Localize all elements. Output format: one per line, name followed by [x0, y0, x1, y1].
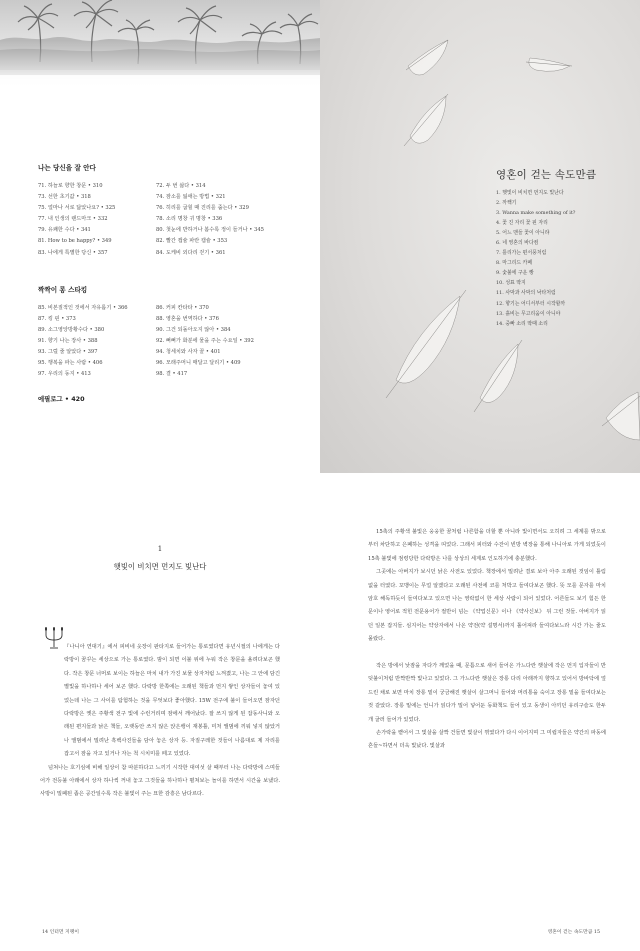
toc-item[interactable]: 71. 하늘로 향한 창문 • 310 [38, 183, 103, 189]
paragraph: 넘쳐나는 호기심에 비해 일상이 참 따분하다고 느끼기 시작한 대여섯 살 때부터 나는 다락방에 스며들어가 전등불 아래에서 상자 하나씩 꺼내 놓고 그것들을 하나하나 펼쳐보는 놀이를 하면서 시간을 보냈다. 사방이 밀폐된 좁은 공간일수록 작은 불빛이 주는 묘한 감흥은 남다르다. [40, 764, 280, 798]
toc-item[interactable]: 93. 그럴 줄 알았다 • 397 [38, 349, 98, 356]
toc-item[interactable]: 86. 커피 칸타타 • 370 [156, 304, 209, 311]
toc-item[interactable]: 87. 킹 핀 • 373 [38, 315, 76, 322]
paragraph: 손가락을 뻗어서 그 빛살을 살짝 건들면 빛살이 꺾였다가 다시 이어지며 그 미립자들은 약간의 파동에 흔들~하면서 더욱 빛났다. 빛살과 [368, 730, 606, 750]
body-text [368, 526, 606, 754]
chapter-list-item[interactable]: 4. 꽃 진 자리 꽃 핀 자리 [496, 220, 548, 227]
toc-item[interactable]: 94. 청세치와 사자 꿀 • 401 [156, 349, 221, 356]
toc-item[interactable]: 78. 소리 명창 귀 명창 • 336 [156, 216, 223, 223]
section-title: 영혼이 걷는 속도만큼 [496, 169, 597, 181]
toc-item[interactable]: 73. 선한 초기값 • 318 [38, 194, 91, 201]
toc-column-right [156, 181, 296, 259]
toc-item[interactable]: 83. 나에게 특별한 당신 • 357 [38, 249, 108, 256]
toc-item[interactable]: 75. 얼마나 서로 닮았나요? • 325 [38, 205, 116, 212]
toc-item[interactable]: 89. 소그영앙방황수다 • 380 [38, 326, 105, 333]
toc-item[interactable]: 84. 도케비 외다리 걷기 • 361 [156, 249, 226, 256]
paragraph: 『나니아 연대기』에서 피비네 옷장이 판타지로 들어가는 통로였다면 유년시절의 나에게는 다락방이 꿈꾸는 세상으로 가는 통로였다. 밤이 되면 이불 위에 누워 작은 창문을 올려다보곤 했다. 작은 창문 너머로 보이는 하늘은 마치 내가 가진 보물 상자처럼 느껴졌고, 나는 그 안에 담긴 별빛을 하나하나 세어 보곤 했다. 다락방 한쪽에는 오래된 책들과 먼지 쌓인 상자들이 놓여 있었는데 나는 그 사이를 탐험하는 것을 무엇보다 좋아했다. 15W 전구에 불이 들어오면 잠자던 다락방은 옛은 주황색 전구 빛에 수런거리며 잠에서 깨어났다. 잘 쓰지 않게 된 잡동사니와 오래된 편지들과 낡은 책들, 오랫동안 쓰지 않은 앉은뱅이 재봉틀, 미처 앨범에 끼워 넣지 않았거나 앨범에서 밀려난 흑백사진들을 담아 놓은 상자 등. 자질구레한 것들이 나름대로 제 자리를 잡고서 잠을 자고 있거나 자는 척 시치미를 떼고 있었다. [64, 644, 281, 758]
left-page [0, 473, 320, 951]
toc-section-title: 짝짝이 롱 스타킹 [38, 285, 88, 294]
toc-column-left [38, 303, 156, 381]
toc-epilogue[interactable]: 에필로그 • 420 [38, 395, 85, 404]
toc-item[interactable]: 85. 비본질적인 것에서 자유롭기 • 366 [38, 304, 128, 311]
palm-landscape-image [0, 0, 320, 90]
chapter-list-item[interactable]: 14. 중빠 소리 딱때 소리 [496, 320, 548, 327]
toc-item[interactable]: 96. 모래주머니 매달고 달리기 • 409 [156, 360, 241, 367]
toc-grid-section-1 [38, 181, 316, 259]
toc-item[interactable]: 88. 영혼을 번역하다 • 376 [156, 315, 219, 322]
chapter-list-item[interactable]: 10. 성표 딱지 [496, 280, 526, 287]
chapter-number: 1 [157, 545, 163, 553]
toc-item[interactable]: 81. How to be happy? • 349 [38, 238, 112, 245]
folio: 14 인터먼 지팽이 [42, 930, 79, 935]
chapter-list-item[interactable]: 12. 향기는 어디서부터 시작할까 [496, 300, 566, 307]
toc-column-right [156, 303, 296, 381]
toc-item[interactable]: 91. 향기 나는 장사 • 388 [38, 337, 98, 344]
toc-item[interactable]: 80. 첫눈에 반하거나 봄수록 정이 들거나 • 345 [156, 227, 264, 234]
right-page [320, 473, 640, 951]
toc-item[interactable]: 77. 내 인생의 랜드마크 • 332 [38, 216, 108, 223]
table-of-contents [38, 162, 316, 403]
toc-item[interactable]: 76. 히리를 굽힐 때 진리를 줍는다 • 329 [156, 205, 249, 212]
chapter-list-item[interactable]: 5. 어느 맨들 꽃이 아니랴 [496, 230, 550, 237]
toc-section-title: 나는 당신을 잘 안다 [38, 164, 96, 172]
chapter-list-item[interactable]: 7. 틀리가는 편서풍처럼 [496, 250, 547, 257]
paragraph: 그곳에는 아버지가 보시던 낡은 사전도 있었다. 책장에서 밀려난 결로 보아 아주 오래된 것임이 틀림없을 터였다. 꼬맹이는 무얼 알겠다고 오래된 사전에 코를 처박고 들여다보곤 했다. 뜻 모를 문자를 마치 암호 해독하듯이 들여다보고 있으면 나는 영락없이 한 세상 사람이 되어 있었다. 어른들도 보기 힘든 한문이나 영어로 적힌 전문용어가 절반이 넘는 《약업신문》이나 《약사신보》 뒤 그런 것들. 아버지가 읽던 일본 잡지들. 심지어는 약상자에서 나온 약전(약 설명서)까지 톨어져라 들여다보느라 시간 가는 줄도 몰랐다. [368, 569, 606, 643]
toc-item[interactable]: 74. 잠소를 잃애는 방법 • 321 [156, 194, 226, 201]
toc-column-left [38, 181, 156, 259]
chapter-list [496, 188, 575, 329]
toc-grid-section-2 [38, 303, 316, 381]
toc-item[interactable]: 92. 뻐뻐가 화분에 물을 주는 수요일 • 392 [156, 337, 254, 344]
toc-item[interactable]: 82. 빨간 캡슐 파란 캡슐 • 353 [156, 238, 228, 245]
chapter-list-item[interactable]: 2. 까짹기 [496, 200, 517, 207]
body-text [40, 641, 280, 802]
chapter-list-item[interactable]: 8. 마그리드 카페 [496, 260, 533, 267]
toc-item[interactable]: 95. 행복을 파는 사람 • 406 [38, 360, 103, 367]
paragraph: 15촉의 주황색 불빛은 웅웅한 꿈처럼 나른함을 더할 뿐 아니라 빛이면서도 오히려 그 세계를 밖으로부터 차단하고 은폐하는 성격을 띠었다. 그래서 피터와 수잔이 빈방 벽장을 통해 나니아로 가게 되었듯이 15촉 불빛에 점령당한 다락방은 나를 상상의 세계로 인도하기에 충분했다. [368, 529, 606, 562]
chapter-title: 햇빛이 비치면 먼지도 빛난다 [113, 562, 207, 571]
toc-item[interactable]: 72. 두 번 삶다 • 314 [156, 183, 206, 189]
paragraph: 작은 방에서 낮잠을 자다가 깨었을 때, 문틈으로 새어 들어온 가느다란 햇살에 작은 먼지 입자들이 반딧불이처럼 반짝반짝 빛나고 있었다. 그 가느다란 햇살은 장롱 다리 아래까지 향하고 있어서 방바닥에 엎드린 채로 보면 마치 장롱 밑이 궁금해진 햇살이 살그머니 들어와 머리통을 숙이고 장롱 밑을 들여다보는 것 같았다. 장롱 밑에는 언니가 읽다가 밀어 넣어둔 동화책도 들어 있고 동생이 아끼던 유리구슬도 한두 개 굴러 들어가 있었다. [368, 663, 606, 723]
chapter-list-item[interactable]: 13. 흙비는 무고리움이 아니야 [496, 310, 561, 317]
toc-item[interactable]: 98. 결 • 417 [156, 371, 188, 378]
chapter-list-item[interactable]: 1. 햇빛이 비치면 먼지도 빛난다 [496, 190, 564, 196]
toc-page [0, 0, 320, 473]
chapter-list-item[interactable]: 6. 네 영혼의 바다컴 [496, 240, 539, 247]
section-opener-page [320, 0, 640, 473]
chapter-list-item[interactable]: 3. Wanna make something of it? [496, 210, 576, 217]
folio: 영혼이 걷는 속도만큼 15 [547, 930, 600, 935]
feather-image [320, 0, 640, 473]
chapter-list-item[interactable]: 11. 사막과 사막의 낙타처럼 [496, 290, 556, 297]
toc-item[interactable]: 79. 유쾌한 수다 • 341 [38, 227, 91, 234]
toc-item[interactable]: 97. 우리의 동지 • 413 [38, 371, 91, 378]
toc-item[interactable]: 90. 그건 되돌아오지 않아 • 384 [156, 326, 231, 333]
chapter-list-item[interactable]: 9. 숯불에 구운 빵 [496, 270, 534, 277]
